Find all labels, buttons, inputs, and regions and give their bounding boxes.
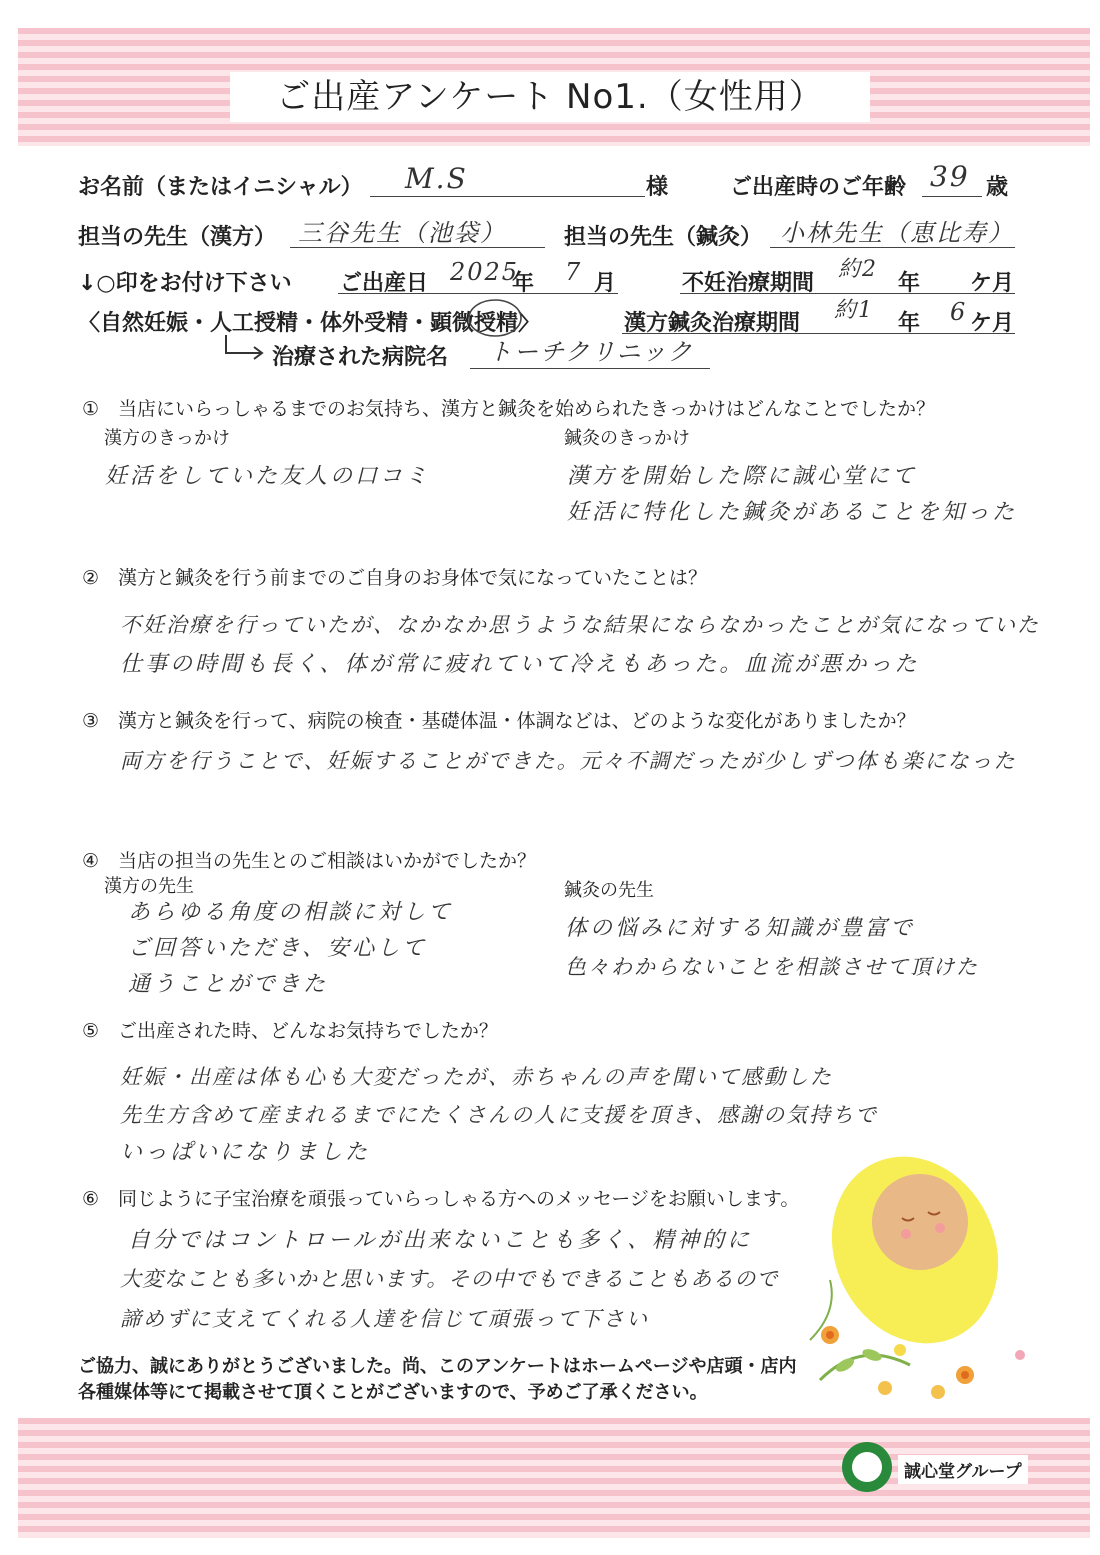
sama-label: 様	[646, 175, 669, 200]
q4-acu-answer-line: 色々わからないことを相談させて頂けた	[565, 955, 979, 979]
mark-instruction: ↓○印をお付け下さい	[78, 271, 292, 296]
arrow-elbow-icon	[218, 333, 268, 365]
page-title: ご出産アンケート No1.（女性用）	[230, 72, 870, 122]
brand-logo-icon	[842, 1442, 892, 1492]
q1-kampo-answer: 妊活をしていた友人の口コミ	[105, 464, 431, 489]
kampo-period-label: 漢方鍼灸治療期間	[624, 311, 801, 336]
hospital-underline	[470, 368, 710, 369]
q2-answer-line: 不妊治療を行っていたが、なかなか思うような結果にならなかったことが気になっていた	[120, 613, 1040, 637]
age-unit: 歳	[986, 175, 1009, 200]
infertility-year-unit: 年	[898, 271, 921, 296]
name-label: お名前（またはイニシャル）	[78, 175, 363, 200]
kampo-period-months: 6	[950, 298, 968, 326]
acu-teacher-underline	[770, 247, 1015, 248]
q6-answer-line: 自分ではコントロールが出来ないことも多く、精神的に	[128, 1228, 753, 1253]
q6-answer-line: 大変なことも多いかと思います。その中でもできることもあるので	[120, 1267, 779, 1291]
age-underline	[922, 196, 982, 197]
q4-kampo-answer-line: 通うことができた	[128, 972, 329, 997]
kampo-period-year-unit: 年	[898, 311, 921, 336]
question-6: ⑥ 同じように子宝治療を頑張っていらっしゃる方へのメッセージをお願いします。	[82, 1188, 800, 1210]
q5-answer-line: 妊娠・出産は体も心も大変だったが、赤ちゃんの声を聞いて感動した	[120, 1065, 833, 1089]
pregnancy-methods: 〈自然妊娠・人工授精・体外受精・顕微授精〉	[78, 311, 541, 336]
kampo-teacher-label: 担当の先生（漢方）	[78, 225, 277, 250]
footer-note-line: ご協力、誠にありがとうございました。尚、このアンケートはホームページや店頭・店内	[78, 1356, 797, 1377]
question-4: ④ 当店の担当の先生とのご相談はいかがでしたか？	[82, 850, 537, 872]
infertility-years-value: 約2	[838, 257, 878, 282]
q4-acu-answer-line: 体の悩みに対する知識が豊富で	[565, 916, 916, 941]
kampo-teacher-value: 三谷先生（池袋）	[298, 219, 506, 247]
q4-acu-subheading: 鍼灸の先生	[564, 880, 654, 901]
q4-kampo-answer-line: ご回答いただき、安心して	[128, 936, 428, 961]
footer-note	[78, 1354, 797, 1406]
brand-name: 誠心堂グループ	[898, 1455, 1028, 1484]
question-2: ② 漢方と鍼灸を行う前までのご自身のお身体で気になっていたことは？	[82, 567, 708, 589]
q2-answer-line: 仕事の時間も長く、体が常に疲れていて冷えもあった。血流が悪かった	[120, 652, 920, 677]
q4-kampo-subheading: 漢方の先生	[104, 876, 194, 897]
question-1: ① 当店にいらっしゃるまでのお気持ち、漢方と鍼灸を始められたきっかけはどんなことでしたか？	[82, 398, 936, 420]
acu-teacher-label: 担当の先生（鍼灸）	[564, 225, 763, 250]
birth-month-value: 7	[565, 258, 583, 286]
q1-acu-answer-line: 漢方を開始した際に誠心堂にて	[567, 464, 918, 489]
birth-year-value: 2025	[450, 258, 520, 286]
q6-answer-line: 諦めずに支えてくれる人達を信じて頑張って下さい	[120, 1307, 649, 1331]
q1-kampo-subheading: 漢方のきっかけ	[104, 428, 230, 449]
question-5: ⑤ ご出産された時、どんなお気持ちでしたか？	[82, 1020, 498, 1042]
acu-teacher-value: 小林先生（恵比寿）	[780, 219, 1014, 247]
kampo-teacher-underline	[290, 247, 545, 248]
q5-answer-line: いっぱいになりました	[120, 1140, 371, 1165]
q3-answer-line: 両方を行うことで、妊娠することができた。元々不調だったが少しずつ体も楽になった	[120, 749, 1017, 773]
hospital-label: 治療された病院名	[272, 345, 449, 370]
q4-kampo-answer-line: あらゆる角度の相談に対して	[128, 900, 454, 925]
kampo-period-years: 約1	[834, 298, 874, 323]
birth-year-unit: 年	[512, 271, 535, 296]
birth-month-unit: 月	[594, 271, 617, 296]
birth-date-underline	[338, 293, 618, 294]
baby-illustration	[790, 1150, 1050, 1410]
hospital-value: トーチクリニック	[488, 338, 694, 366]
q1-acu-answer-line: 妊活に特化した鍼灸があることを知った	[567, 500, 1018, 525]
name-value: M.S	[405, 162, 468, 195]
birth-date-label: ご出産日	[340, 271, 429, 296]
q5-answer-line: 先生方含めて産まれるまでにたくさんの人に支援を頂き、感謝の気持ちで	[120, 1103, 878, 1127]
name-underline	[370, 196, 645, 197]
q1-acu-subheading: 鍼灸のきっかけ	[564, 428, 690, 449]
infertility-period-label: 不妊治療期間	[682, 271, 815, 296]
age-label: ご出産時のご年齢	[730, 175, 907, 200]
infertility-month-unit: ケ月	[970, 271, 1015, 296]
age-value: 39	[930, 160, 970, 193]
footer-note-line: 各種媒体等にて掲載させて頂くことがございますので、予めご了承ください。	[78, 1382, 708, 1403]
question-3: ③ 漢方と鍼灸を行って、病院の検査・基礎体温・体調などは、どのような変化がありましたか？	[82, 710, 916, 732]
kampo-period-month-unit: ケ月	[970, 311, 1015, 336]
